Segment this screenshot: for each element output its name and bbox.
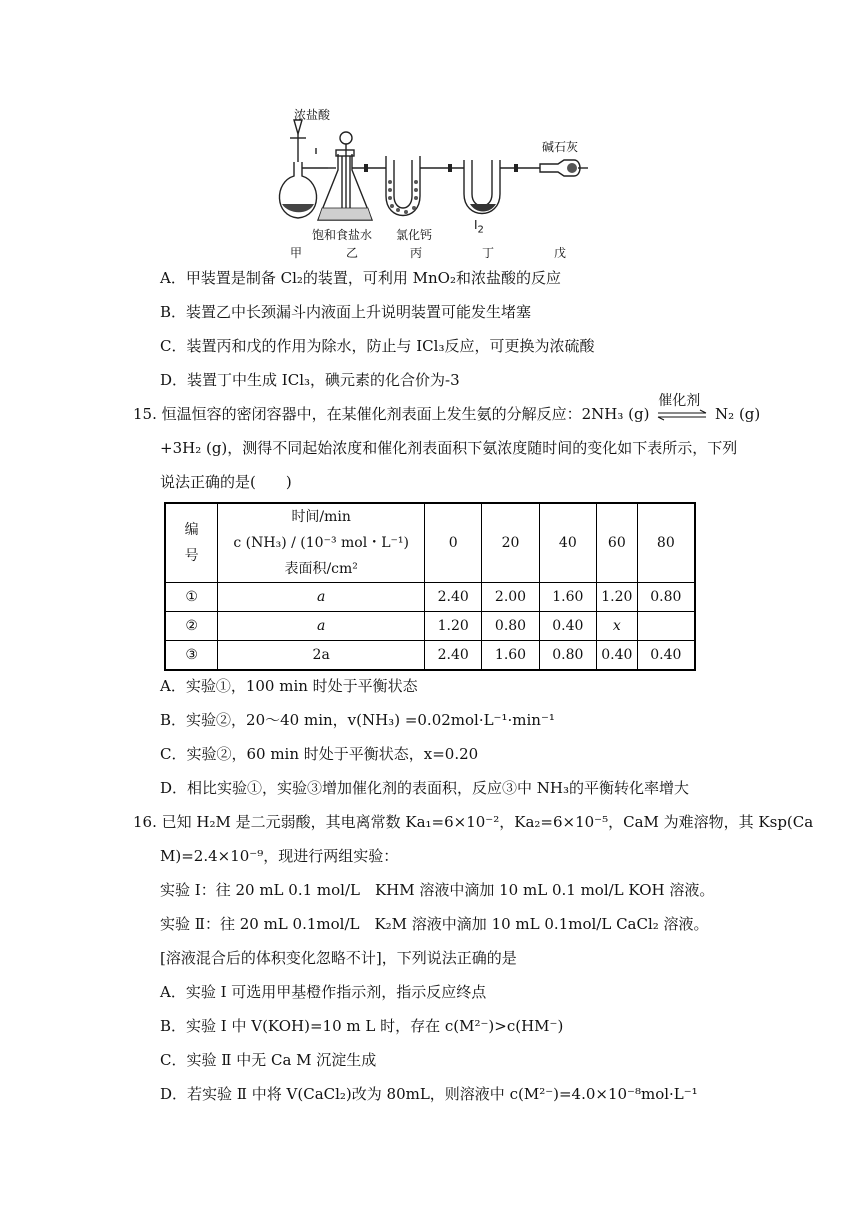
q16-option-a: A．实验 I 可选用甲基橙作指示剂，指示反应终点 (160, 983, 487, 1001)
header-area: 表面积/cm² (284, 561, 358, 577)
header-time-col: 0 (425, 503, 482, 583)
q16-stem-line1: 16. 已知 H₂M 是二元弱酸，其电离常数 Ka₁=6×10⁻²，Ka₂=6×10⁻⁵，CaM 为难溶物，其 Ksp(Ca (133, 813, 814, 831)
q15-stem-line3: 说法正确的是( ) (160, 473, 292, 491)
q14-option-a: A．甲装置是制备 Cl₂的装置，可利用 MnO₂和浓盐酸的反应 (160, 269, 561, 287)
table-cell: 1.60 (539, 583, 596, 612)
table-cell: 0.40 (637, 641, 695, 671)
q14-option-b: B．装置乙中长颈漏斗内液面上升说明装置可能发生堵塞 (160, 303, 532, 321)
q16-option-b: B．实验 I 中 V(KOH)=10 m L 时，存在 c(M²⁻)>c(HM⁻) (160, 1017, 564, 1035)
label-brine: 饱和食盐水 (312, 228, 373, 242)
table-cell: 0.40 (539, 612, 596, 641)
apparatus-diagram (268, 104, 598, 260)
label-wu: 戊 (554, 246, 567, 260)
label-i2: $I_2$ (474, 218, 484, 236)
q15-option-c: C．实验②，60 min 时处于平衡状态，x=0.20 (160, 745, 479, 763)
row-number: ③ (165, 641, 218, 671)
q14-option-c: C．装置丙和戊的作用为除水，防止与 ICl₃反应，可更换为浓硫酸 (160, 337, 595, 355)
table-cell: 0.80 (539, 641, 596, 671)
row-area-value: a (317, 618, 326, 634)
header-number-char2: 号 (184, 548, 199, 564)
table-cell (637, 612, 695, 641)
label-bing: 丙 (410, 246, 423, 260)
table-cell: 1.20 (597, 583, 638, 612)
q16-experiment-2: 实验 Ⅱ：往 20 mL 0.1mol/L K₂M 溶液中滴加 10 mL 0.1mol/L CaCl₂ 溶液。 (160, 915, 709, 933)
q15-stem-product: N₂ (g) (715, 405, 761, 423)
row-area (218, 583, 425, 612)
table-cell: 1.20 (425, 612, 482, 641)
q16-note: [溶液混合后的体积变化忽略不计]，下列说法正确的是 (160, 949, 517, 967)
label-yi: 乙 (346, 246, 359, 260)
table-cell: 2.40 (425, 641, 482, 671)
table-row (165, 641, 695, 671)
q16-experiment-1: 实验 I：往 20 mL 0.1 mol/L KHM 溶液中滴加 10 mL 0.1 mol/L KOH 溶液。 (160, 881, 715, 899)
header-time-col: 60 (597, 503, 638, 583)
q15-option-b: B．实验②，20～40 min，v(NH₃) =0.02mol·L⁻¹·min⁻¹ (160, 711, 555, 729)
label-jia: 甲 (290, 246, 303, 260)
label-cacl2: 氯化钙 (396, 228, 433, 242)
table-row (165, 612, 695, 641)
label-ding: 丁 (482, 246, 495, 260)
table-header-row (165, 503, 695, 583)
row-number: ① (165, 583, 218, 612)
header-time-col: 20 (482, 503, 539, 583)
header-time-col: 40 (539, 503, 596, 583)
table-cell: 0.80 (482, 612, 539, 641)
row-area-value: a (317, 589, 326, 605)
q15-option-a: A．实验①，100 min 时处于平衡状态 (160, 677, 418, 695)
q14-option-d: D．装置丁中生成 ICl₃，碘元素的化合价为-3 (160, 371, 460, 389)
q15-option-d: D．相比实验①，实验③增加催化剂的表面积，反应③中 NH₃的平衡转化率增大 (160, 779, 690, 797)
q16-stem-line2: M)=2.4×10⁻⁹，现进行两组实验： (160, 847, 399, 865)
unknown-x: x (612, 618, 621, 634)
table-row (165, 583, 695, 612)
table-cell (597, 612, 638, 641)
row-area-value: 2a (312, 647, 330, 663)
label-conc-hcl: 浓盐酸 (294, 108, 331, 122)
table-cell: 1.60 (482, 641, 539, 671)
q15-stem-line1 (133, 393, 761, 425)
header-time-col: 80 (637, 503, 695, 583)
header-description (218, 503, 425, 583)
q15-stem-line2: +3H₂ (g)，测得不同起始浓度和催化剂表面积下氨浓度随时间的变化如下表所示，下列 (160, 439, 738, 457)
table-cell: 2.40 (425, 583, 482, 612)
row-number: ② (165, 612, 218, 641)
table-cell: 2.00 (482, 583, 539, 612)
data-table (164, 502, 696, 671)
table-cell: 0.40 (597, 641, 638, 671)
table-cell: 0.80 (637, 583, 695, 612)
header-number (165, 503, 218, 583)
row-area (218, 612, 425, 641)
header-time: 时间/min (291, 509, 351, 525)
row-area (218, 641, 425, 671)
q16-option-d: D．若实验 Ⅱ 中将 V(CaCl₂)改为 80mL，则溶液中 c(M²⁻)=4.0×10⁻⁸mol·L⁻¹ (160, 1085, 698, 1103)
header-number-char1: 编 (184, 522, 199, 538)
q16-option-c: C．实验 Ⅱ 中无 Ca M 沉淀生成 (160, 1051, 377, 1069)
catalyst-label: 催化剂 (658, 393, 701, 409)
header-concentration: c (NH₃) / (10⁻³ mol・L⁻¹) (233, 535, 409, 551)
equilibrium-arrow (654, 393, 710, 425)
q15-stem-text: 15. 恒温恒容的密闭容器中，在某催化剂表面上发生氨的分解反应：2NH₃ (g) (133, 405, 650, 423)
label-soda-lime: 碱石灰 (542, 140, 579, 154)
